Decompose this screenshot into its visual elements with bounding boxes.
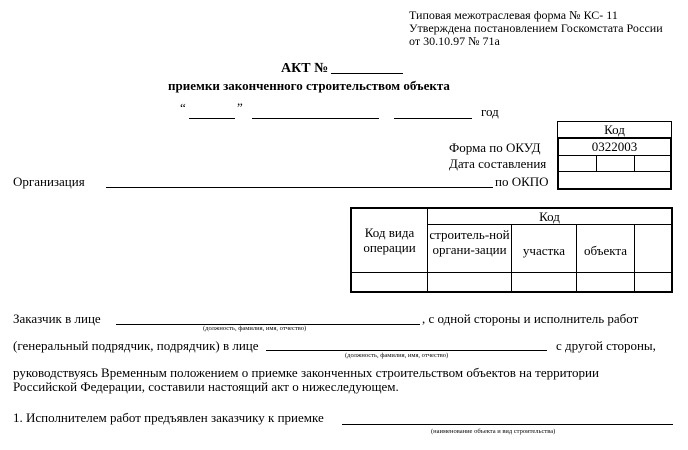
approval-line: Утверждена постановлением Госкомстата России	[409, 21, 663, 35]
date-month-cell[interactable]	[597, 156, 634, 171]
customer-hint: (должность, фамилия, имя, отчество)	[203, 325, 307, 332]
site-code-header: участка	[522, 243, 566, 258]
act-subtitle: приемки законченного строительством объекта	[168, 78, 450, 93]
operation-type-cell[interactable]	[352, 273, 427, 291]
okud-code: 0322003	[591, 139, 638, 154]
act-number-field[interactable]	[331, 73, 403, 74]
date-month-field[interactable]	[252, 118, 379, 119]
object-code-header: объекта	[583, 243, 628, 258]
date-year-field[interactable]	[394, 118, 472, 119]
okud-label: Форма по ОКУД	[449, 140, 541, 155]
customer-tail: , с одной стороны и исполнитель работ	[422, 311, 639, 326]
date-year-cell[interactable]	[635, 156, 670, 171]
date-label: Дата составления	[449, 156, 547, 171]
contractor-hint: (должность, фамилия, имя, отчество)	[345, 352, 449, 359]
object-name-field[interactable]	[342, 424, 673, 425]
form-type-line: Типовая межотраслевая форма № КС- 11	[409, 8, 618, 22]
code-header: Код	[604, 122, 625, 137]
item-1-text: 1. Исполнителем работ предъявлен заказчику к приемке	[13, 410, 324, 425]
operation-type-header: Код вида операции	[363, 225, 416, 255]
guidance-line-2: Российской Федерации, составили настоящий акт о нижеследующем.	[13, 379, 399, 394]
customer-label: Заказчик в лице	[13, 311, 101, 326]
okpo-code-cell[interactable]	[559, 172, 670, 188]
extra-code-cell[interactable]	[635, 273, 671, 291]
contractor-tail: с другой стороны,	[556, 338, 656, 353]
contractor-label: (генеральный подрядчик, подрядчик) в лице	[13, 338, 259, 353]
guidance-line-1: руководствуясь Временным положением о приемке законченных строительством объектов на территории	[13, 365, 599, 380]
quote-open: “	[180, 100, 186, 115]
code-group-header: Код	[539, 209, 560, 224]
date-day-field[interactable]	[189, 118, 235, 119]
org-code-header: строитель-ной органи-зации	[429, 227, 510, 257]
object-name-hint: (наименование объекта и вид строительства)	[431, 428, 556, 435]
organization-field[interactable]	[106, 187, 493, 188]
date-day-cell[interactable]	[559, 156, 596, 171]
site-code-cell[interactable]	[512, 273, 576, 291]
org-code-cell[interactable]	[428, 273, 511, 291]
quote-close: ”	[237, 100, 243, 115]
okpo-label: по ОКПО	[495, 174, 549, 189]
act-title: АКТ №	[281, 61, 329, 76]
approval-date-line: от 30.10.97 № 71а	[409, 34, 500, 48]
organization-label: Организация	[13, 174, 85, 189]
contractor-representative-field[interactable]	[266, 350, 547, 351]
object-code-cell[interactable]	[577, 273, 634, 291]
year-label: год	[481, 104, 499, 119]
